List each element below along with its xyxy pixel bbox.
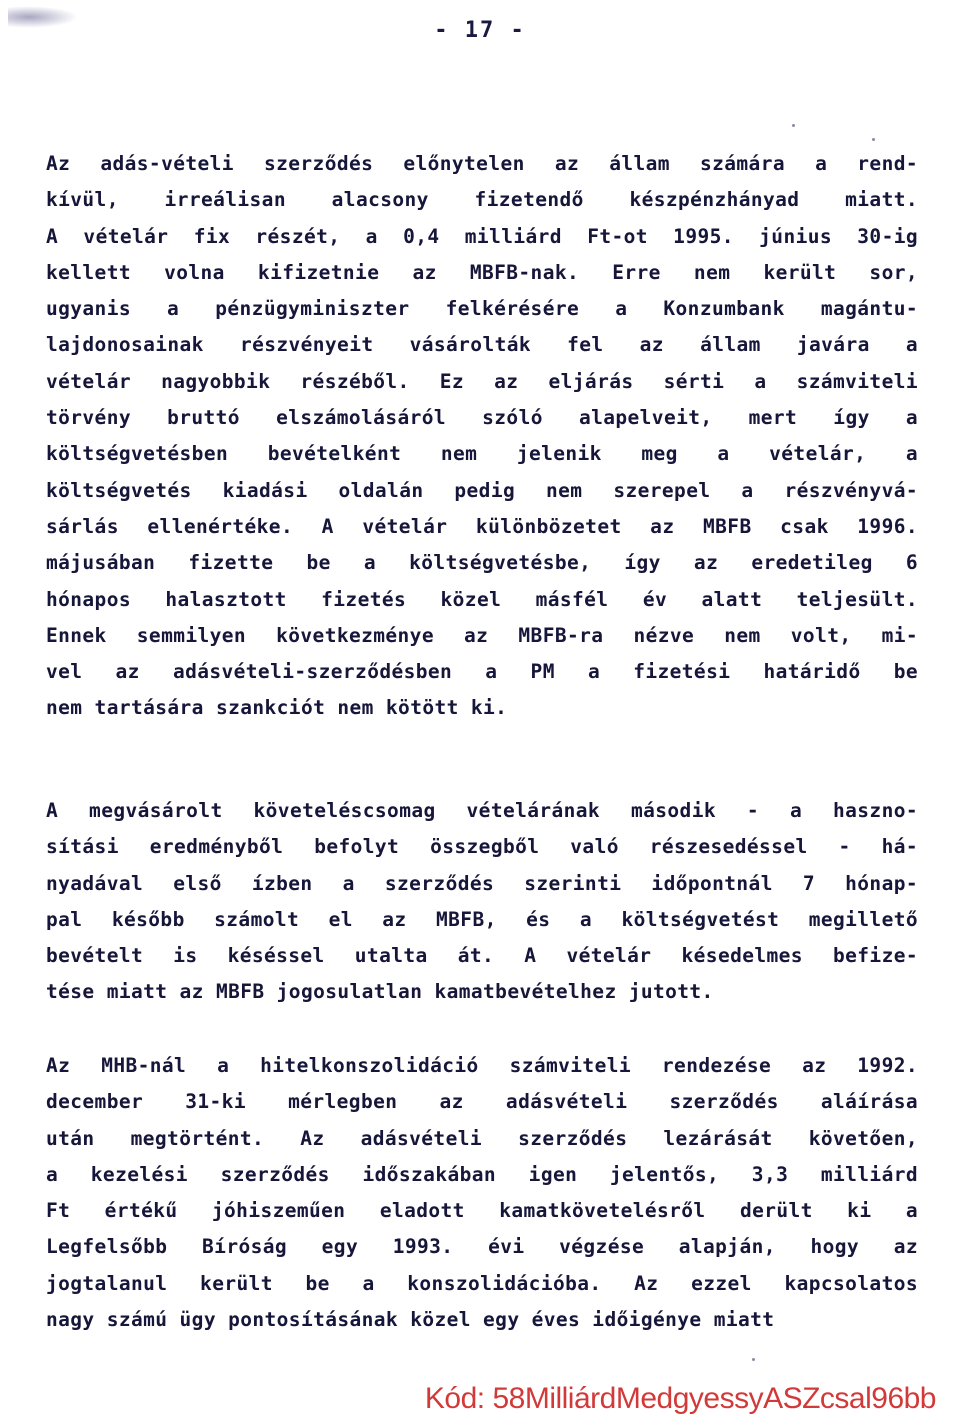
text-line: tése miatt az MBFB jogosulatlan kamatbevételhez jutott. — [46, 980, 714, 1004]
text-line: vel az adásvételi-szerződésben a PM a fizetési határidő be — [46, 660, 918, 684]
text-line: Az MHB-nál a hitelkonszolidáció számviteli rendezése az 1992. — [46, 1054, 918, 1077]
text-line: vételár nagyobbik részéből. Ez az eljárás sérti a számviteli — [46, 369, 918, 393]
text-line: májusában fizette be a költségvetésbe, így az eredetileg 6 — [46, 551, 918, 575]
paragraph-1 — [46, 146, 918, 727]
text-line: nagy számú ügy pontosításának közel egy éves időigénye miatt — [46, 1308, 775, 1332]
text-line: Ft értékű jóhiszeműen eladott kamatkövetelésről derült ki a — [46, 1199, 918, 1223]
text-line: a kezelési szerződés időszakában igen jelentős, 3,3 milliárd — [46, 1162, 918, 1186]
text-line: jogtalanul került be a konszolidációba. Az ezzel kapcsolatos — [46, 1271, 918, 1295]
document-code-label: Kód: 58MilliárdMedgyessyASZcsal96bb — [424, 1382, 936, 1415]
text-line: sárlás ellenértéke. A vételár különbözetet az MBFB csak 1996. — [46, 514, 918, 538]
text-line: költségvetésben bevételként nem jelenik meg a vételár, a — [46, 442, 918, 466]
text-line: kívül, irreálisan alacsony fizetendő készpénzhányad miatt. — [46, 188, 918, 212]
scan-speck — [792, 124, 795, 127]
text-line: ugyanis a pénzügyminiszter felkérésére a Konzumbank magántu- — [46, 297, 918, 321]
text-line: költségvetés kiadási oldalán pedig nem szerepel a részvényvá- — [46, 478, 918, 502]
text-line: Az adás-vételi szerződés előnytelen az állam számára a rend- — [46, 152, 918, 175]
page-number: - 17 - — [434, 18, 526, 43]
text-line: sítási eredményből befolyt összegből való részesedéssel - há- — [46, 835, 918, 859]
text-line: Legfelsőbb Bíróság egy 1993. évi végzése alapján, hogy az — [46, 1235, 918, 1259]
text-line: hónapos halasztott fizetés közel másfél év alatt teljesült. — [46, 587, 918, 611]
text-line: Ennek semmilyen következménye az MBFB-ra nézve nem volt, mi- — [46, 623, 918, 647]
text-line: törvény bruttó elszámolásáról szóló alapelveit, mert így a — [46, 406, 918, 430]
text-line: nem tartására szankciót nem kötött ki. — [46, 696, 508, 720]
text-line: lajdonosainak részvényeit vásárolták fel az állam javára a — [46, 333, 918, 357]
text-line: után megtörtént. Az adásvételi szerződés lezárását követően, — [46, 1126, 918, 1150]
scan-speck — [872, 138, 875, 141]
paragraph-3 — [46, 1048, 918, 1338]
text-line: nyadával első ízben a szerződés szerinti időpontnál 7 hónap- — [46, 871, 918, 895]
text-line: pal később számolt el az MBFB, és a költségvetést megillető — [46, 907, 918, 931]
text-line: december 31-ki mérlegben az adásvételi szerződés aláírása — [46, 1090, 918, 1114]
scan-speck — [752, 1358, 755, 1361]
text-line: kellett volna kifizetnie az MBFB-nak. Erre nem került sor, — [46, 260, 918, 284]
text-line: A megvásárolt követeléscsomag vételárának második - a haszno- — [46, 799, 918, 822]
paragraph-2 — [46, 793, 918, 1011]
text-line: bevételt is késéssel utalta át. A vételár késedelmes befize- — [46, 944, 918, 968]
text-line: A vételár fix részét, a 0,4 milliárd Ft-ot 1995. június 30-ig — [46, 224, 918, 248]
